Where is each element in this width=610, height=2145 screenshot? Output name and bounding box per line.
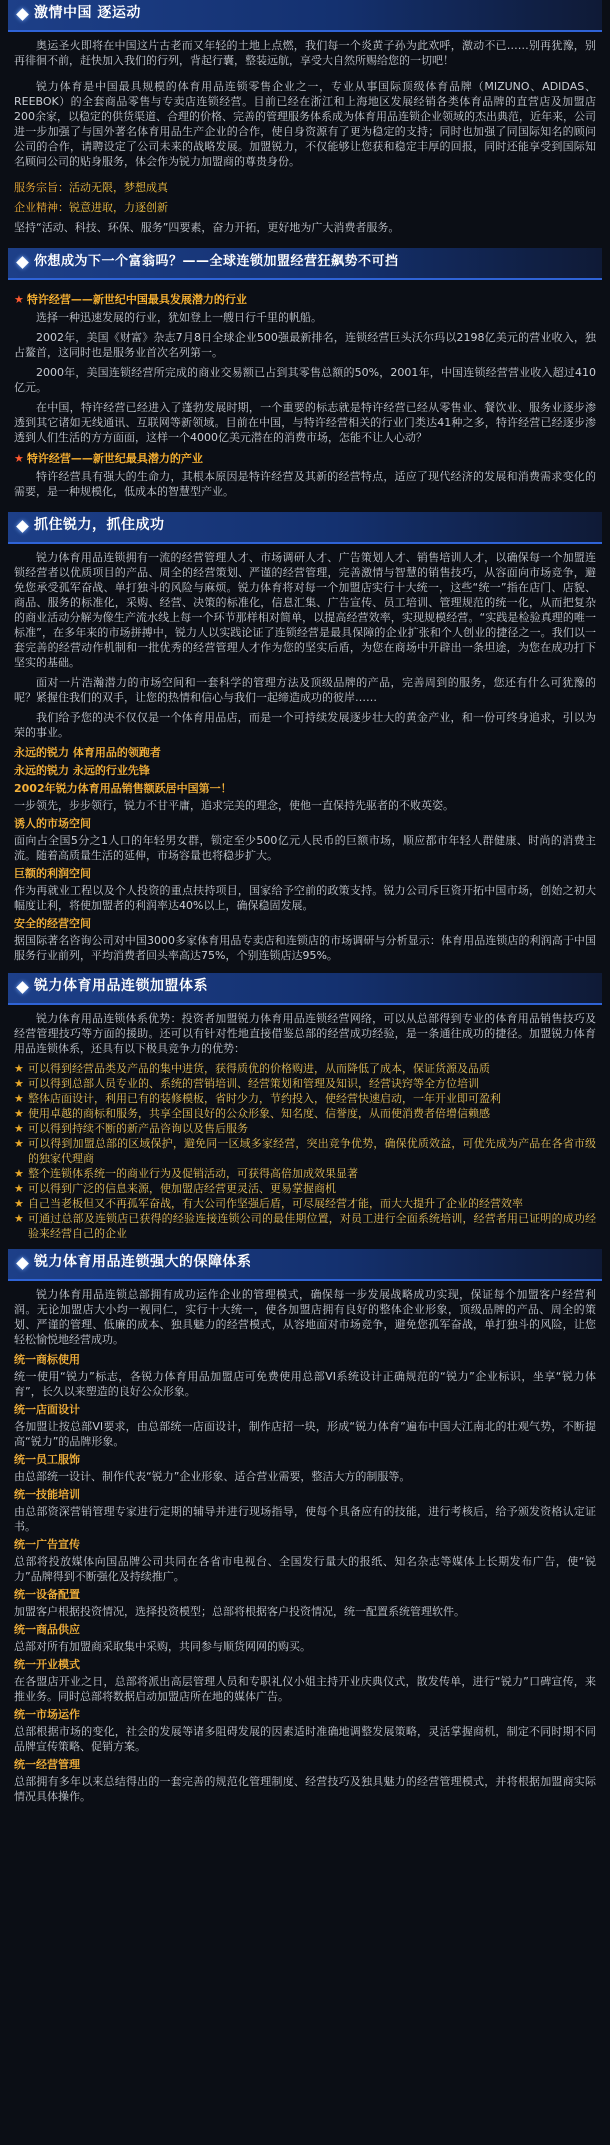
item-text: 总部根据市场的变化，社会的发展等诸多阻碍发展的因素适时准确地调整发展策略，灵活掌握商机，制定不同时期不同品牌宣传策略、促销方案。 <box>14 1725 596 1753</box>
item-text: 由总部资深营销管理专家进行定期的辅导并进行现场指导，使每个具备应有的技能，进行考核后，给予颁发资格认定证书。 <box>14 1505 596 1533</box>
list-item: ★ 自己当老板但又不再孤军奋战，有大公司作坚强后盾，可尽展经营才能，而大大提升了企业的经营效率 <box>14 1197 523 1210</box>
section-header-franchise-system <box>8 973 602 1005</box>
subheading: ★ 特许经营——新世纪最具潜力的产业 <box>14 452 203 465</box>
diamond-icon <box>16 1257 29 1270</box>
section-body <box>0 1005 610 1249</box>
item-text: 由总部统一设计、制作代表“锐力”企业形象、适合营业需要，整洁大方的制服等。 <box>14 1470 411 1483</box>
paragraph: 锐力体育用品连锁体系优势：投资者加盟锐力体育用品连锁经营网络，可以从总部得到专业的体育用品销售技巧及经营管理技巧等方面的援助。还可以有针对性地直接借鉴总部的经营成功经验，是一条通往成功的捷径。加盟锐力体育用品连锁体系，还具有以下极具竞争力的优势： <box>14 1012 596 1055</box>
item-heading: 统一经营管理 <box>14 1758 80 1771</box>
diamond-icon <box>16 8 29 21</box>
service-aim-label: 服务宗旨： <box>14 181 69 194</box>
section-title: 你想成为下一个富翁吗？——全球连锁加盟经营狂飙势不可挡 <box>34 254 399 269</box>
section-title: 抓住锐力，抓住成功 <box>34 517 165 533</box>
section-body <box>0 32 610 248</box>
list-item: ★ 可以得到加盟总部的区域保护，避免同一区域多家经营，突出竞争优势，确保优质效益，可优先成为产品在各省市级的独家代理商 <box>14 1137 596 1165</box>
item-text: 各加盟让按总部VI要求，由总部统一店面设计，制作店招一块，形成“锐力体育”遍布中国大江南北的壮观气势，不断提高“锐力”的品牌形象。 <box>14 1420 596 1448</box>
label: 安全的经营空间 <box>14 917 91 930</box>
item-heading: 统一市场运作 <box>14 1708 80 1721</box>
item-heading: 统一广告宣传 <box>14 1538 80 1551</box>
item-text: 总部拥有多年以来总结得出的一套完善的规范化管理制度、经营技巧及独具魅力的经营管理模式，并将根据加盟商实际情况具体操作。 <box>14 1775 596 1803</box>
star-icon: ★ <box>14 1212 24 1225</box>
section-header-passion-china <box>8 0 602 32</box>
star-icon: ★ <box>14 1167 24 1180</box>
item-heading: 统一员工服饰 <box>14 1453 80 1466</box>
paragraph: 面对一片浩瀚潜力的市场空间和一套科学的管理方法及顶级品牌的产品，完善周到的服务，您还有什么可犹豫的呢？紧握住我们的双手，让您的热情和信心与我们一起缔造成功的彼岸…… <box>14 676 596 704</box>
paragraph: 据国际著名咨询公司对中国3000多家体育用品专卖店和连锁店的市场调研与分析显示：体育用品连锁店的利润高于中国服务行业前列，平均消费者回头率高达75%，个别连锁店达95%。 <box>14 934 596 962</box>
subheading: ★ 特许经营——新世纪中国最具发展潜力的行业 <box>14 293 247 306</box>
star-icon: ★ <box>14 1107 24 1120</box>
star-icon: ★ <box>14 1182 24 1195</box>
diamond-icon <box>16 981 29 994</box>
paragraph: 面向占全国5分之1人口的年轻男女群，锁定至少500亿元人民币的巨额市场，顺应都市年轻人群健康、时尚的消费主流。随着高质量生活的延伸，市场容量也将稳步扩大。 <box>14 834 596 862</box>
item-text: 在各盟店开业之日，总部将派出高层管理人员和专职礼仪小姐主持开业庆典仪式，散发传单，进行“锐力”口碑宣传，来推业务。同时总部将数据启动加盟店所在地的媒体广告。 <box>14 1675 596 1703</box>
paragraph: 锐力体育用品连锁总部拥有成功运作企业的管理模式，确保每一步发展战略成功实现，保证每个加盟客户经营利润。无论加盟店大小均一视同仁，实行十大统一，使各加盟店拥有良好的整体企业形象，顶级品牌的产品、周全的策划、严谨的管理、低廉的成本、独具魅力的经营模式，从容地面对市场竞争，避免您孤军奋战，单打独斗的风险，让您轻松愉悦地经营成功。 <box>14 1288 596 1346</box>
item-text: 统一使用“锐力”标志，各锐力体育用品加盟店可免费使用总部VI系统设计正确规范的“锐力”企业标识，坐享“锐力体育”，长久以来塑造的良好公众形象。 <box>14 1370 596 1398</box>
list-item: ★ 使用卓越的商标和服务，共享全国良好的公众形象、知名度、信誉度，从而使消费者倍增信赖感 <box>14 1107 490 1120</box>
section-header-success <box>8 512 602 544</box>
star-icon: ★ <box>14 1077 24 1090</box>
star-icon: ★ <box>14 1137 24 1150</box>
item-heading: 统一开业模式 <box>14 1658 80 1671</box>
star-icon: ★ <box>14 1092 24 1105</box>
spirit-value: 锐意进取，力逐创新 <box>69 201 168 214</box>
diamond-icon <box>16 256 29 269</box>
item-heading: 统一设备配置 <box>14 1588 80 1601</box>
item-heading: 统一商标使用 <box>14 1353 80 1366</box>
list-item: ★ 整体店面设计，利用已有的装修模板，省时少力，节约投入，使经营快速启动，一年开业即可盈利 <box>14 1092 501 1105</box>
spirit-label: 企业精神： <box>14 201 69 214</box>
paragraph: 我们给予您的决不仅仅是一个体育用品店，而是一个可持续发展逐步壮大的黄金产业，和一份可终身追求，引以为荣的事业。 <box>14 711 596 739</box>
service-aim-value: 活动无限，梦想成真 <box>69 181 168 194</box>
spirit-line <box>14 200 596 215</box>
bullet-star-icon: ★ <box>14 452 24 465</box>
list-item: ★ 可以得到总部人员专业的、系统的营销培训、经营策划和管理及知识，经营诀窍等全方位培训 <box>14 1077 479 1090</box>
service-aim-line <box>14 180 596 195</box>
paragraph: 作为再就业工程以及个人投资的重点扶持项目，国家给予空前的政策支持。锐力公司斥巨资开拓中国市场，创始之初大幅度让利，将使加盟者的利润率达40%以上，确保稳固发展。 <box>14 884 596 912</box>
star-icon: ★ <box>14 1122 24 1135</box>
item-text: 加盟客户根据投资情况，选择投资模型；总部将根据客户投资情况，统一配置系统管理软件。 <box>14 1605 465 1618</box>
paragraph: 一步领先，步步领行，锐力不甘平庸，追求完美的理念，使他一直保持先驱者的不败英姿。 <box>14 799 454 812</box>
item-heading: 统一店面设计 <box>14 1403 80 1416</box>
section-title: 锐力体育用品连锁强大的保障体系 <box>34 1254 252 1270</box>
paragraph: 特许经营具有强大的生命力，其根本原因是特许经营及其新的经营特点，适应了现代经济的发展和消费需求变化的需要，是一种规模化，低成本的智慧型产业。 <box>14 470 596 498</box>
list-item: ★ 可以得到经营品类及产品的集中进货，获得质优的价格购进，从而降低了成本，保证货源及品质 <box>14 1062 490 1075</box>
star-icon: ★ <box>14 1062 24 1075</box>
label: 巨额的利润空间 <box>14 867 91 880</box>
section-header-franchise <box>8 248 602 280</box>
item-heading: 统一技能培训 <box>14 1488 80 1501</box>
list-item: ★ 可通过总部及连锁店已获得的经验连接连锁公司的最佳期位置，对员工进行全面系统培训，经营者用已证明的成功经验来经营自己的企业 <box>14 1212 596 1240</box>
paragraph: 坚持“活动、科技、环保、服务”四要素，奋力开拓，更好地为广大消费者服务。 <box>14 221 400 234</box>
list-item: ★ 可以得到广泛的信息来源，使加盟店经营更灵活、更易掌握商机 <box>14 1182 336 1195</box>
section-title: 锐力体育用品连锁加盟体系 <box>34 978 208 994</box>
section-body <box>0 1281 610 1814</box>
item-heading: 统一商品供应 <box>14 1623 80 1636</box>
diamond-icon <box>16 520 29 533</box>
paragraph: 在中国，特许经营已经进入了蓬勃发展时期，一个重要的标志就是特许经营已经从零售业、餐饮业、服务业逐步渗透到其它诸如无线通讯、互联网等新领域。目前在中国，与特许经营相关的行业门类达41种之多，特许经营已经逐步渗透到人们生活的方方面面，这样一个4000亿美元潜在的消费市场，怎能不让人心动？ <box>14 401 596 444</box>
item-text: 总部将投放媒体向国品牌公司共同在各省市电视台、全国发行量大的报纸、知名杂志等媒体上长期发布广告，使“锐力”品牌得到不断强化及持续推广。 <box>14 1555 596 1583</box>
paragraph: 选择一种迅速发展的行业，犹如登上一艘日行千里的帆船。 <box>36 311 322 324</box>
star-icon: ★ <box>14 1197 24 1210</box>
paragraph: 锐力体育是中国最具规模的体育用品连锁零售企业之一，专业从事国际顶级体育品牌（MIZUNO、ADIDAS、REEBOK）的全套商品零售与专卖店连锁经营。目前已经在浙江和上海地区发展经销各类体育品牌的直营店及加盟店200余家，以稳定的供货渠道、合理的价格、完善的管理服务体系成为体育用品连锁企业领域的杰出典范，近年来，公司进一步加强了与国外著名体育用品生产企业的合作，使自身资源有了更为稳定的支持；同时也加强了同国际知名的顾问公司的合作，请聘设定了公司未来的战略发展。加盟锐力，不仅能够让您获和稳定丰厚的回报，同时还能享受到国际知名顾问公司的贴身服务，体会作为锐力加盟商的尊贵身份。 <box>14 80 596 168</box>
section-body <box>0 280 610 512</box>
section-title: 激情中国 逐运动 <box>34 5 141 21</box>
paragraph: 锐力体育用品连锁拥有一流的经营管理人才、市场调研人才、广告策划人才、销售培训人才，以确保每一个加盟连锁经营者以优质项目的产品、周全的经营策划、严谨的经营管理，完善激情与智慧的销售技巧，从容面向市场竞争，避免您承受孤军奋战、单打独斗的风险与麻烦。锐力体育将对每一个加盟店实行十大统一，这些“统一”指在店门、店貌、商品、服务的标准化，采购、经营、决策的标准化，信息汇集、广告宣传、员工培训、管理规范的统一化，从而把复杂的商业活动分解为像生产流水线上每一个环节那样相对简单，以提高经营效率，实现规模经营。“实践是检验真理的唯一标准”，在多年来的市场拼搏中，锐力人以实践论证了连锁经营是最具保障的企业扩张和个人创业的捷径之一。我们以一套完善的经营动作机制和一批优秀的经营管理人才作为您的坚实后盾，为您在商场中开辟出一条坦途，为您在成功打下坚实的基础。 <box>14 551 596 669</box>
section-header-guarantee <box>8 1249 602 1281</box>
list-item: ★ 可以得到持续不断的新产品咨询以及售后服务 <box>14 1122 248 1135</box>
section-body <box>0 544 610 973</box>
paragraph: 奥运圣火即将在中国这片古老而又年轻的土地上点燃，我们每一个炎黄子孙为此欢呼，激动不已……别再犹豫，别再徘徊不前，赶快加入我们的行列，背起行囊，整装远航，享受大自然所赐给您的一切吧！ <box>14 39 596 67</box>
slogan: 永远的锐力 体育用品的领跑者 <box>14 746 161 759</box>
paragraph: 2000年，美国连锁经营所完成的商业交易额已占到其零售总额的50%，2001年，中国连锁经营营业收入超过410亿元。 <box>14 366 596 394</box>
paragraph: 2002年，美国《财富》杂志7月8日全球企业500强最新排名，连锁经营巨头沃尔玛以2198亿美元的营业收入，独占鳌首，这同时也是服务业首次名列第一。 <box>14 331 596 359</box>
bullet-star-icon: ★ <box>14 293 24 306</box>
guarantee-list <box>14 1352 596 1804</box>
label: 诱人的市场空间 <box>14 817 91 830</box>
slogan: 2002年锐力体育用品销售额跃居中国第一！ <box>14 782 232 795</box>
slogan: 永远的锐力 永远的行业先锋 <box>14 764 150 777</box>
item-text: 总部对所有加盟商采取集中采购，共同参与顺货网网的购买。 <box>14 1640 311 1653</box>
list-item: ★ 整个连锁体系统一的商业行为及促销活动，可获得高倍加成效果显著 <box>14 1167 358 1180</box>
